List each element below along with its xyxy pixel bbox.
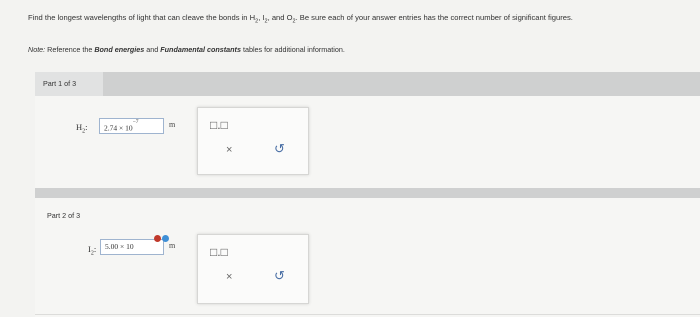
info-indicator-icon bbox=[162, 235, 169, 242]
part1-answer-input[interactable]: $2.74 \times 10^{-7}$ bbox=[99, 118, 164, 134]
part1-tab: Part 1 of 3 bbox=[35, 72, 103, 96]
question-text: Find the longest wavelengths of light that can cleave the bonds in $H_2$, $I_2$, and $O_2$. Be sure each of your answer entries has the correct number of significant figures. bbox=[28, 13, 573, 25]
part1-unit: m bbox=[169, 120, 176, 129]
part1-toolbox bbox=[197, 107, 309, 175]
part2-panel bbox=[35, 198, 700, 317]
part2-toolbox bbox=[197, 234, 309, 304]
divider bbox=[35, 314, 700, 315]
note-text: Note: Reference the Bond energies and Fundamental constants tables for additional information. bbox=[28, 45, 345, 54]
scientific-notation-icon[interactable]: □.□ bbox=[210, 245, 228, 259]
clear-icon[interactable]: × bbox=[226, 271, 233, 283]
undo-icon[interactable]: ↺ bbox=[274, 268, 285, 283]
scientific-notation-icon[interactable]: □.□ bbox=[210, 118, 228, 132]
clear-icon[interactable]: × bbox=[226, 144, 233, 156]
undo-icon[interactable]: ↺ bbox=[274, 141, 285, 156]
part1-header bbox=[35, 72, 700, 96]
part2-unit: m bbox=[169, 241, 176, 250]
part1-panel bbox=[35, 96, 700, 188]
error-indicator-icon bbox=[154, 235, 161, 242]
part1-label: $H_2$: bbox=[76, 122, 88, 135]
part2-tab: Part 2 of 3 bbox=[47, 211, 81, 220]
part2-label: $I_2$: bbox=[88, 244, 97, 257]
part2-answer-input[interactable]: 5.00 × 10 bbox=[100, 239, 164, 255]
